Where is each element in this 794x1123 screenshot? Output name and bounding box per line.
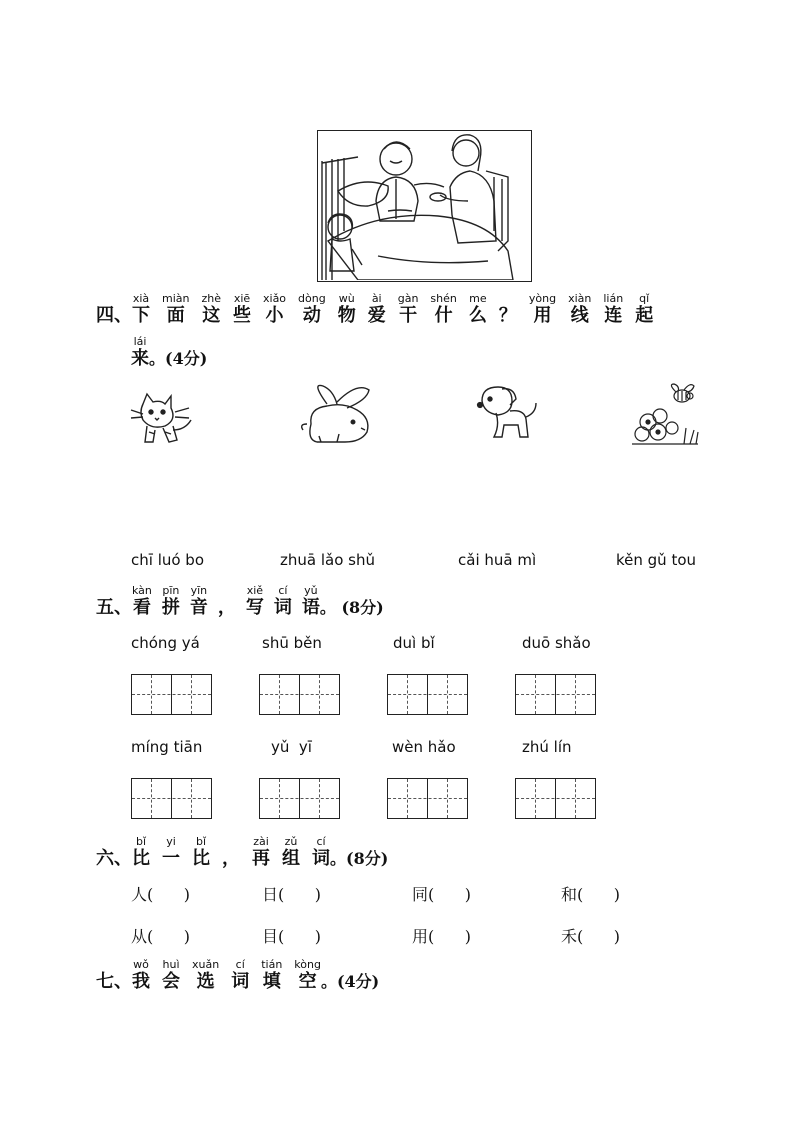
writing-grid[interactable] [387,778,468,819]
ruby-char [246,584,264,619]
pinyin-annotation: yīn [190,584,208,597]
hanzi-char: 组 [282,848,300,869]
q5-pinyin-5: míng tiān [131,738,203,756]
writing-grid[interactable] [515,778,596,819]
pinyin-annotation: xiě [246,584,264,597]
q4-text [132,292,653,327]
hanzi-char: 再 [252,848,270,869]
ruby-char [529,292,556,327]
pinyin-annotation: lián [603,292,624,305]
rabbit-icon [297,380,377,450]
ruby-char [132,958,150,993]
q4-title-line2 [131,335,207,370]
ruby-char [162,292,189,327]
ruby-char [282,835,300,870]
ruby-char [162,958,180,993]
pinyin-annotation: lái [133,335,147,348]
ruby-char [190,584,208,619]
hanzi-char: 下 [132,305,150,326]
ruby-char [162,835,180,870]
hanzi-char: 比 [132,848,150,869]
compare-item: 同( ) [412,885,472,904]
hanzi-char: 来 [131,348,149,369]
writing-grid[interactable] [259,778,340,819]
ruby-char [222,835,240,870]
hanzi-char: 用 [533,305,552,326]
pinyin-annotation: yòng [528,292,557,305]
writing-grid[interactable] [131,674,212,715]
pinyin-annotation: ài [371,292,382,305]
hanzi-char: 写 [245,597,264,618]
activity-3: cǎi huā mì [458,551,537,569]
pinyin-annotation: xuǎn [192,958,220,971]
q6-number: 六、 [96,848,132,869]
ruby-char [263,292,286,327]
q4-title [96,292,653,327]
compare-item: 从( ) [131,927,191,946]
ruby-char [398,292,419,327]
hanzi-char: 我 [132,971,150,992]
hanzi-char: 么 [468,305,487,326]
pinyin-annotation: bǐ [135,835,147,848]
writing-grid[interactable] [259,674,340,715]
ruby-char [368,292,386,327]
hanzi-char: 小 [265,305,284,326]
ruby-char [302,584,320,619]
pinyin-annotation: xiàn [568,292,592,305]
hanzi-char: 什 [434,305,453,326]
ruby-char [201,292,221,327]
pinyin-annotation: xiē [233,292,251,305]
pinyin-annotation: qǐ [639,292,650,305]
ruby-char [132,292,150,327]
q5-pinyin-6: yǔ yī [271,738,312,756]
q5-number: 五、 [96,597,132,618]
dog-icon [472,383,542,447]
pinyin-annotation [229,835,233,848]
pinyin-annotation: zǔ [284,835,298,848]
hanzi-char: 词 [273,597,292,618]
ruby-char [192,958,219,993]
q4-number: 四、 [96,305,132,326]
hanzi-char: 起 [635,305,654,326]
hanzi-char: 音 [189,597,208,618]
q5-pinyin-8: zhú lín [522,738,572,756]
ruby-char [252,835,270,870]
hanzi-char: 干 [399,305,418,326]
compare-item: 日( ) [262,885,322,904]
ruby-char [430,292,456,327]
ruby-char [603,292,623,327]
compare-item: 用( ) [412,927,472,946]
ruby-char [294,958,321,993]
pinyin-annotation: shén [430,292,457,305]
ruby-char [218,584,236,619]
ruby-char [312,835,330,870]
hanzi-char: 爱 [367,305,386,326]
pinyin-annotation: kàn [132,584,152,597]
pinyin-annotation: huì [162,958,180,971]
pinyin-annotation: tián [261,958,283,971]
ruby-char [568,292,591,327]
q5-text [132,584,320,619]
pinyin-annotation: pīn [162,584,180,597]
hanzi-char: ， [217,597,236,618]
pinyin-annotation [506,292,510,305]
writing-grid[interactable] [131,778,212,819]
pinyin-annotation: zài [253,835,269,848]
pinyin-annotation: wǒ [133,958,149,971]
pinyin-annotation: zhè [201,292,221,305]
ruby-char [338,292,356,327]
q7-title [96,958,379,993]
ruby-char [132,584,152,619]
q5-score: 。 (8分) [319,598,384,617]
pinyin-annotation: kòng [294,958,321,971]
ruby-char [132,835,150,870]
hanzi-char: 面 [166,305,185,326]
hanzi-char: 词 [231,971,250,992]
pinyin-annotation: xiǎo [263,292,287,305]
hanzi-char: 比 [192,848,210,869]
pinyin-annotation: yi [166,835,176,848]
family-illustration [317,130,532,282]
hanzi-char: 连 [604,305,623,326]
q5-pinyin-2: shū běn [262,634,322,652]
ruby-char [131,335,149,370]
ruby-char [298,292,326,327]
pinyin-annotation: gàn [397,292,419,305]
ruby-char [192,835,210,870]
ruby-char [274,584,292,619]
q5-pinyin-1: chóng yá [131,634,200,652]
hanzi-char: ？ [498,305,517,326]
compare-item: 目( ) [262,927,322,946]
ruby-char [261,958,282,993]
hanzi-char: 些 [233,305,251,326]
hanzi-char: 物 [337,305,356,326]
pinyin-annotation: me [469,292,487,305]
hanzi-char: 语 [301,597,320,618]
pinyin-annotation [225,584,229,597]
hanzi-char: 一 [162,848,180,869]
q5-pinyin-7: wèn hǎo [392,738,456,756]
ruby-char [635,292,653,327]
q6-score: 。(8分) [330,849,389,868]
hanzi-char: 会 [162,971,180,992]
writing-grid[interactable] [515,674,596,715]
q6-text [132,835,330,870]
q7-text [132,958,321,993]
hanzi-char: 动 [302,305,321,326]
hanzi-char: ， [222,848,240,869]
q5-title [96,584,384,619]
hanzi-char: 空 [298,971,317,992]
pinyin-annotation: wù [338,292,355,305]
q7-score: 。(4分) [320,972,380,991]
pinyin-annotation: miàn [162,292,190,305]
writing-grid[interactable] [387,674,468,715]
hanzi-char: 线 [570,305,589,326]
compare-item: 禾( ) [561,927,621,946]
pinyin-annotation: cí [278,584,288,597]
hanzi-char: 选 [196,971,215,992]
q4-score: 。(4分) [149,349,208,368]
hanzi-char: 看 [132,597,151,618]
pinyin-annotation: cí [235,958,245,971]
ruby-char [231,958,249,993]
activity-1: chī luó bo [131,551,205,569]
q7-number: 七、 [96,971,132,992]
pinyin-annotation: dòng [298,292,326,305]
pinyin-annotation: cí [316,835,326,848]
hanzi-char: 填 [262,971,281,992]
q4-text-line2 [131,335,149,370]
ruby-char [233,292,251,327]
q5-pinyin-3: duì bǐ [393,634,435,652]
pinyin-annotation: yǔ [304,584,318,597]
pinyin-annotation: xià [132,292,150,305]
ruby-char [499,292,517,327]
cat-icon [125,390,197,450]
q6-title [96,835,388,870]
family-bedside-scene-icon [318,131,530,280]
compare-item: 人( ) [131,885,191,904]
ruby-char [469,292,487,327]
hanzi-char: 词 [312,848,330,869]
activity-2: zhuā lǎo shǔ [280,551,375,569]
compare-item: 和( ) [561,885,621,904]
hanzi-char: 这 [202,305,221,326]
ruby-char [162,584,180,619]
q5-pinyin-4: duō shǎo [522,634,591,652]
pinyin-annotation: bǐ [195,835,207,848]
hanzi-char: 拼 [161,597,180,618]
activity-4: kěn gǔ tou [616,551,697,569]
bee-icon [628,382,704,452]
